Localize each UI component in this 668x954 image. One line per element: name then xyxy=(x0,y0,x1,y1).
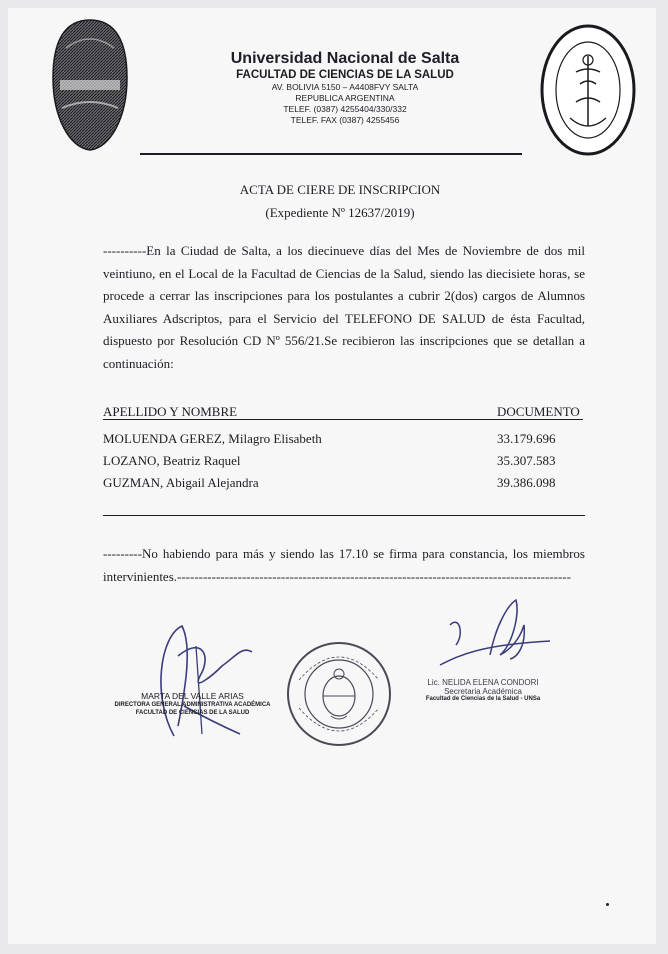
university-emblem-logo xyxy=(52,18,128,152)
country-line: REPUBLICA ARGENTINA xyxy=(295,93,395,103)
signatory-left-name: MARTA DEL VALLE ARIAS xyxy=(141,691,244,701)
document-title-block xyxy=(180,178,500,224)
document-title: ACTA DE CIERE DE INSCRIPCION xyxy=(239,182,441,197)
signatory-right-name: Lic. NELIDA ELENA CONDORI xyxy=(427,678,539,687)
table-bottom-rule xyxy=(103,515,585,516)
column-header-name: APELLIDO Y NOMBRE xyxy=(103,404,238,419)
signatory-right-faculty: Facultad de Ciencias de la Salud - UNSa xyxy=(425,696,541,702)
page-mark xyxy=(606,903,609,906)
signatory-left xyxy=(110,691,275,717)
address-line: AV. BOLIVIA 5150 – A4408FVY SALTA xyxy=(271,82,419,92)
table-row xyxy=(103,450,583,472)
phone-line: TELEF. (0387) 4255404/330/332 xyxy=(283,104,407,114)
handwritten-signature-right xyxy=(420,595,560,690)
applicant-name: MOLUENDA GEREZ, Milagro Elisabeth xyxy=(103,431,322,446)
applicant-document: 33.179.696 xyxy=(497,431,556,446)
applicant-document: 35.307.583 xyxy=(497,453,556,468)
signatory-right xyxy=(418,678,548,702)
faculty-name: FACULTAD DE CIENCIAS DE LA SALUD xyxy=(236,69,454,81)
table-row xyxy=(103,428,583,450)
applicant-name: GUZMAN, Abigail Alejandra xyxy=(103,475,259,490)
body-paragraph-1: ----------En la Ciudad de Salta, a los diecinueve días del Mes de Noviembre de dos mil veintiuno, en el Local de la Facultad de Ciencias de la Salud, siendo las diecisiete horas, se procede a cerrar las inscripciones para los postulantes a cubrir 2(dos) cargos de Alumnos Auxiliares Adscriptos, para el Servicio del TELEFONO DE SALUD de ésta Facultad, dispuesto por Resolución CD Nº 556/21.Se recibieron las inscripciones que se detallan a continuación: xyxy=(103,243,585,371)
official-stamp-seal xyxy=(285,640,393,748)
fax-line: TELEF. FAX (0387) 4255456 xyxy=(290,115,400,125)
applicant-document: 39.386.098 xyxy=(497,475,556,490)
signatory-left-faculty: FACULTAD DE CIENCIAS DE LA SALUD xyxy=(135,710,250,716)
applicant-name: LOZANO, Beatriz Raquel xyxy=(103,453,241,468)
table-header-rule xyxy=(103,419,583,420)
letterhead xyxy=(210,50,480,125)
expediente-number: (Expediente Nº 12637/2019) xyxy=(265,205,415,220)
body-paragraph-2: ---------No habiendo para más y siendo las 17.10 se firma para constancia, los miembros intervinientes.------------------------------------------------------------------------------------------- xyxy=(103,546,585,584)
column-header-document: DOCUMENTO xyxy=(497,404,580,419)
handwritten-signature-left xyxy=(112,616,272,751)
signatory-left-role: DIRECTORA GENERAL ADMINISTRATIVA ACADÉMICA xyxy=(114,702,271,708)
header-divider xyxy=(140,153,522,155)
signatory-right-role: Secretaria Académica xyxy=(444,687,522,696)
university-name: Universidad Nacional de Salta xyxy=(230,50,460,67)
applicants-table xyxy=(103,428,583,494)
table-row xyxy=(103,472,583,494)
faculty-seal-logo xyxy=(540,22,636,158)
